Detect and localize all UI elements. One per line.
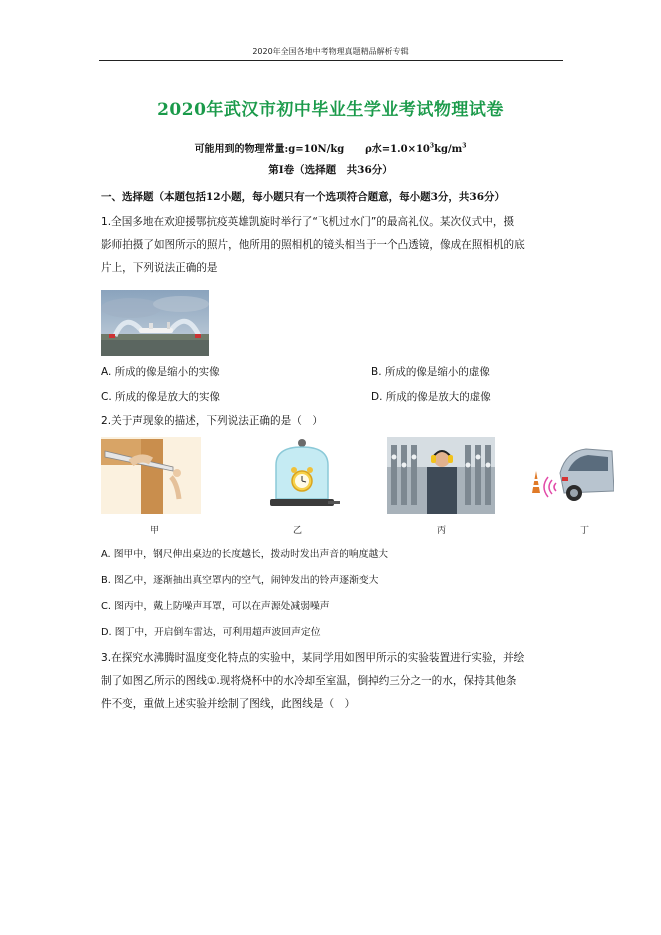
q2-label-jia: 甲 xyxy=(150,526,160,536)
q3-line2: 制了如图乙所示的图线①.现将烧杯中的水冷却至室温，倒掉约三分之一的水，保持其他条 xyxy=(101,675,517,687)
header-divider xyxy=(99,60,563,61)
q2-option-c: C. 图丙中，戴上防噪声耳罩，可以在声源处减弱噪声 xyxy=(101,601,330,612)
q3-line1: 3.在探究水沸腾时温度变化特点的实验中，某同学用如图甲所示的实验装置进行实验，并绘 xyxy=(101,652,525,664)
q2-option-b: B. 图乙中，逐渐抽出真空罩内的空气，闹钟发出的铃声逐渐变大 xyxy=(101,575,379,586)
q1-option-a: A. 所成的像是缩小的实像 xyxy=(101,366,220,378)
q1-option-c: C. 所成的像是放大的实像 xyxy=(101,391,221,403)
q2-image-bell-jar xyxy=(262,437,342,514)
reversing-radar-car-image xyxy=(528,437,614,514)
q1-option-d: D. 所成的像是放大的虚像 xyxy=(371,391,491,403)
q2-image-car xyxy=(528,437,614,514)
q1-line1: 1.全国多地在欢迎援鄂抗疫英雄凯旋时举行了“飞机过水门”的最高礼仪。某次仪式中，摄 xyxy=(101,216,515,228)
q2-label-ding: 丁 xyxy=(580,526,590,536)
q2-option-d: D. 图丁中，开启倒车雷达，可利用超声波回声定位 xyxy=(101,627,321,638)
exam-title: 2020年武汉市初中毕业生学业考试物理试卷 xyxy=(157,100,504,120)
q2-label-bing: 丙 xyxy=(437,526,447,536)
q2-image-ruler xyxy=(101,437,201,514)
ruler-on-desk-image xyxy=(101,437,201,514)
constants-unit: kg/m xyxy=(434,144,463,155)
water-gate-plane-image xyxy=(101,290,209,356)
constants-unit-exp: 3 xyxy=(462,142,467,150)
q1-line3: 片上，下列说法正确的是 xyxy=(101,262,218,274)
q1-line2: 影师拍摄了如图所示的照片，他所用的照相机的镜头相当于一个凸透镜，像成在照相机的底 xyxy=(101,239,525,251)
page-header: 2020年全国各地中考物理真题精品解析专辑 xyxy=(252,47,409,56)
constants-exp: 3 xyxy=(429,142,435,150)
physical-constants xyxy=(0,140,661,155)
constants-rho: ρ水=1.0×10 xyxy=(365,144,430,155)
q1-photo xyxy=(101,290,209,356)
q3-line3: 件不变，重做上述实验并绘制了图线，此图线是（ ） xyxy=(101,698,356,710)
q1-stem xyxy=(101,211,563,280)
q2-image-factory xyxy=(387,437,495,514)
q1-option-b: B. 所成的像是缩小的虚像 xyxy=(371,366,490,378)
q2-stem: 2.关于声现象的描述，下列说法正确的是（ ） xyxy=(101,415,323,427)
q2-label-yi: 乙 xyxy=(293,526,303,536)
constants-prefix: 可能用到的物理常量:g=10N/kg xyxy=(194,144,345,155)
section-heading: 一、选择题（本题包括12小题，每小题只有一个选项符合题意，每小题3分，共36分） xyxy=(101,191,506,203)
bell-jar-clock-image xyxy=(262,437,342,514)
q3-stem xyxy=(101,647,563,716)
volume-heading: 第Ⅰ卷（选择题 共36分） xyxy=(268,164,393,176)
factory-worker-earmuffs-image xyxy=(387,437,495,514)
q2-option-a: A. 图甲中，钢尺伸出桌边的长度越长，拨动时发出声音的响度越大 xyxy=(101,549,389,560)
